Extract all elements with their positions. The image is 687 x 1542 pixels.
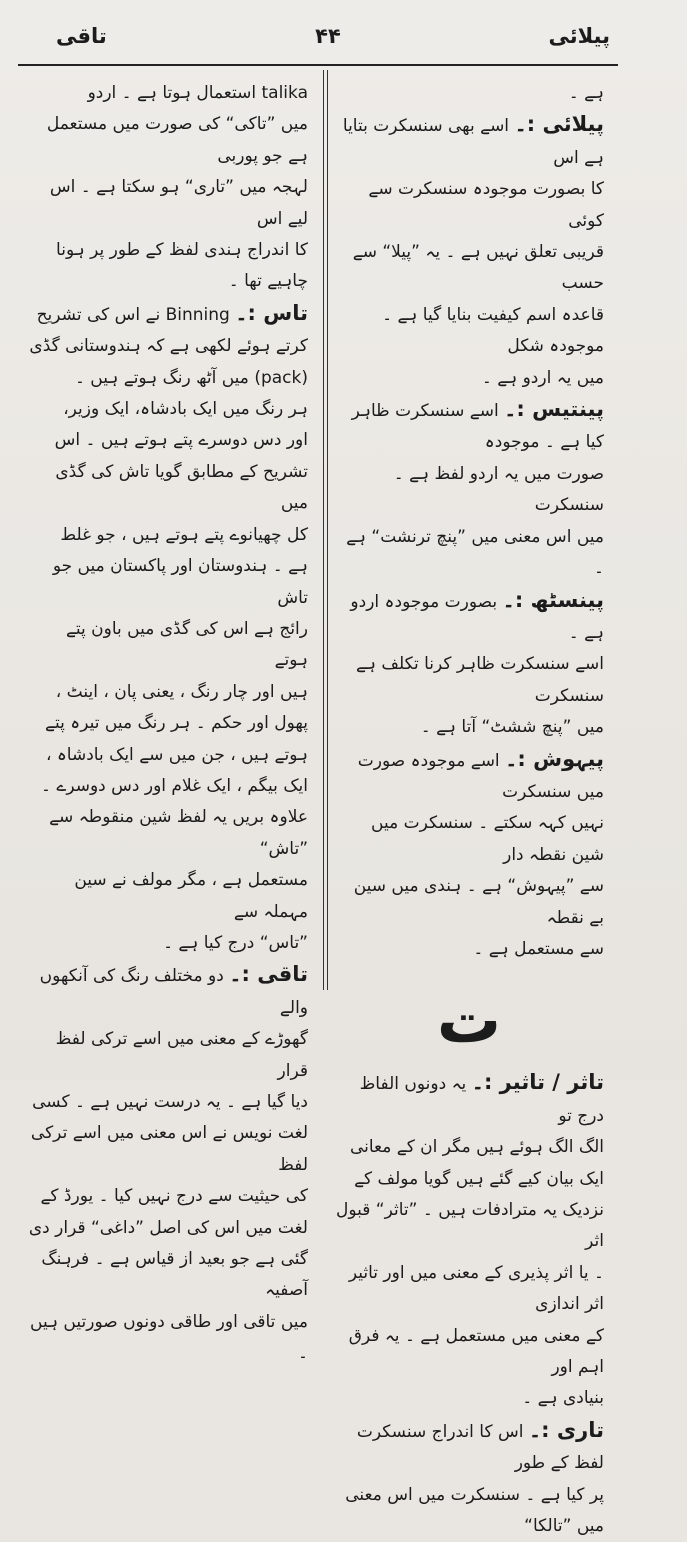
text-line: talika استعمال ہوتا ہے ۔ اردو [87,83,308,103]
entry-line: پیلائی :۔ اسے بھی سنسکرت بتایا ہے اس [342,112,604,168]
text-line: رائج ہے اس کی گڈی میں باون پتے ہوتے [65,618,308,671]
entry-line: تاس :۔ Binning نے اس کی تشریح [36,300,308,325]
text-line: سے مستعمل ہے ۔ [473,938,604,959]
text-line: میں ”تاکی“ کی صورت میں مستعمل ہے جو پوربی [46,114,308,166]
headword-paintees: پینتیس :۔ [504,397,604,422]
text-line: کا اندراج ہندی لفظ کے طور پر ہونا [56,240,308,261]
headword-tari: تاری :۔ [528,1417,604,1442]
text-line: تشریح کے مطابق گویا تاش کی گڈی میں [55,461,308,514]
text-line: میں اس معنی میں ”پنچ ترنشت“ ہے ۔ [346,526,604,579]
text-line: اور دس دوسرے پتے ہوتے ہیں ۔ اس [54,430,308,451]
text-line: دیا گیا ہے ۔ یہ درست نہیں ہے ۔ کسی [32,1092,308,1112]
headword-pehosh: پیہوش :۔ [505,746,604,771]
text-line: نزدیک یہ مترادفات ہیں ۔ ”تاثر“ قبول اثر [336,1200,604,1252]
headword-taqi: تاقی :۔ [229,962,308,987]
text-line: ایک بیان کیے گئے ہیں گویا مولف کے [354,1168,604,1189]
text-line: نہیں کہہ سکتے ۔ سنسکرت میں شین نقطہ دار [371,813,604,865]
header-left-word: تاقی [56,24,107,48]
text-line: گھوڑے کے معنی میں اسے ترکی لفظ قرار [55,1029,308,1081]
text-line: میں یہ اردو ہے ۔ [481,367,604,388]
text-line: لغت نویس نے اس معنی میں اسے ترکی لفظ [30,1123,308,1175]
text-line: گئی ہے جو بعید از قیاس ہے ۔ فرہنگ آصفیہ [41,1249,308,1301]
text-line: کی حیثیت سے درج نہیں کیا ۔ یورڈ کے [40,1186,308,1207]
text-line: میں ”پنچ ششٹ“ آتا ہے ۔ [420,717,604,738]
page-number: ۴۴ [315,24,341,48]
entry-line: پینتیس :۔ اسے سنسکرت ظاہر کیا ہے ۔ موجودہ [351,397,604,453]
text-line: مستعمل ہے ، مگر مولف نے سین مہملہ سے [74,870,308,922]
text-line: (pack) میں آٹھ رنگ ہوتے ہیں ۔ [74,367,308,388]
right-column [334,78,604,1542]
text-line: کا بصورت موجودہ سنسکرت سے کوئی [368,179,604,231]
headword-taassur: تاثر / تاثیر :۔ [471,1070,604,1095]
text-line: چاہیے تھا ۔ [228,271,308,292]
text-line: ہر رنگ میں ایک بادشاہ، ایک وزیر، [63,399,308,420]
text-line: میں تاقی اور طاقی دونوں صورتیں ہیں ۔ [30,1311,308,1364]
text-line: ”تاس“ درج کیا ہے ۔ [163,932,308,953]
text-line: سے ”پیہوش“ ہے ۔ ہندی میں سین بے نقطہ [353,876,604,928]
text-line: قریبی تعلق نہیں ہے ۔ یہ ”پیلا“ سے حسب [352,242,604,294]
entry-line: پینسٹھ :۔ بصورت موجودہ اردو ہے ۔ [350,587,604,643]
page-header [28,18,618,64]
text-line: الگ الگ ہوئے ہیں مگر ان کے معانی [349,1137,604,1158]
header-right-word: پیلائی [548,24,610,48]
text-line: ہیں اور چار رنگ ، یعنی پان ، اینٹ ، [55,681,308,702]
headword-pilai: پیلائی :۔ [514,112,604,137]
entry-line: پیہوش :۔ اسے موجودہ صورت میں سنسکرت [357,746,604,802]
text-line: لہجہ میں ”تاری“ ہو سکتا ہے ۔ اس لیے اس [49,177,308,229]
text-line: بنیادی ہے ۔ [522,1388,604,1409]
column-divider [323,70,324,990]
entry-line: تاثر / تاثیر :۔ یہ دونوں الفاظ درج تو [359,1070,604,1126]
text-line: ۔ یا اثر پذیری کے معنی میں اور تاثیر اثر اندازی [348,1262,604,1315]
text-line: صورت میں یہ اردو لفظ ہے ۔ سنسکرت [393,463,604,516]
text-line: پر کیا ہے ۔ سنسکرت میں اس معنی میں ”تالکا“ [345,1484,604,1537]
text-line: ہے ۔ [568,83,604,103]
text-line: کل چھیانوے پتے ہوتے ہیں ، جو غلط [60,524,308,545]
text-line: کرتے ہوئے لکھی ہے کہ ہندوستانی گڈی [29,336,308,357]
text-line: ایک بیگم ، ایک غلام اور دس دوسرے ۔ [41,775,308,796]
entry-line: تاری :۔ اس کا اندراج سنسکرت لفظ کے طور [356,1417,604,1474]
headword-painsath: پینسٹھ :۔ [502,587,604,612]
entry-line: تاقی :۔ دو مختلف رنگ کی آنکھوں والے [39,962,308,1018]
text-line: لغت میں اس کی اصل ”داغی“ قرار دی [28,1217,308,1238]
text-line: ہے ۔ ہندوستان اور پاکستان میں جو تاش [52,556,308,608]
headword-taas: تاس :۔ [235,300,308,325]
section-letter: ت [436,984,502,1059]
text-line: علاوہ بریں یہ لفظ شین منقوطہ سے ”تاش“ [49,807,308,859]
text-line: ہوتے ہیں ، جن میں سے ایک بادشاہ ، [45,744,308,765]
header-rule [18,64,618,66]
left-column [28,78,308,1370]
text-line: قاعدہ اسم کیفیت بنایا گیا ہے ۔ موجودہ شکل [382,304,604,357]
text-line: اسے سنسکرت ظاہر کرنا تکلف ہے سنسکرت [356,654,604,706]
text-line: کے معنی میں مستعمل ہے ۔ یہ فرق اہم اور [348,1325,604,1378]
text-line: پھول اور حکم ۔ ہر رنگ میں تیرہ پتے [45,713,308,734]
